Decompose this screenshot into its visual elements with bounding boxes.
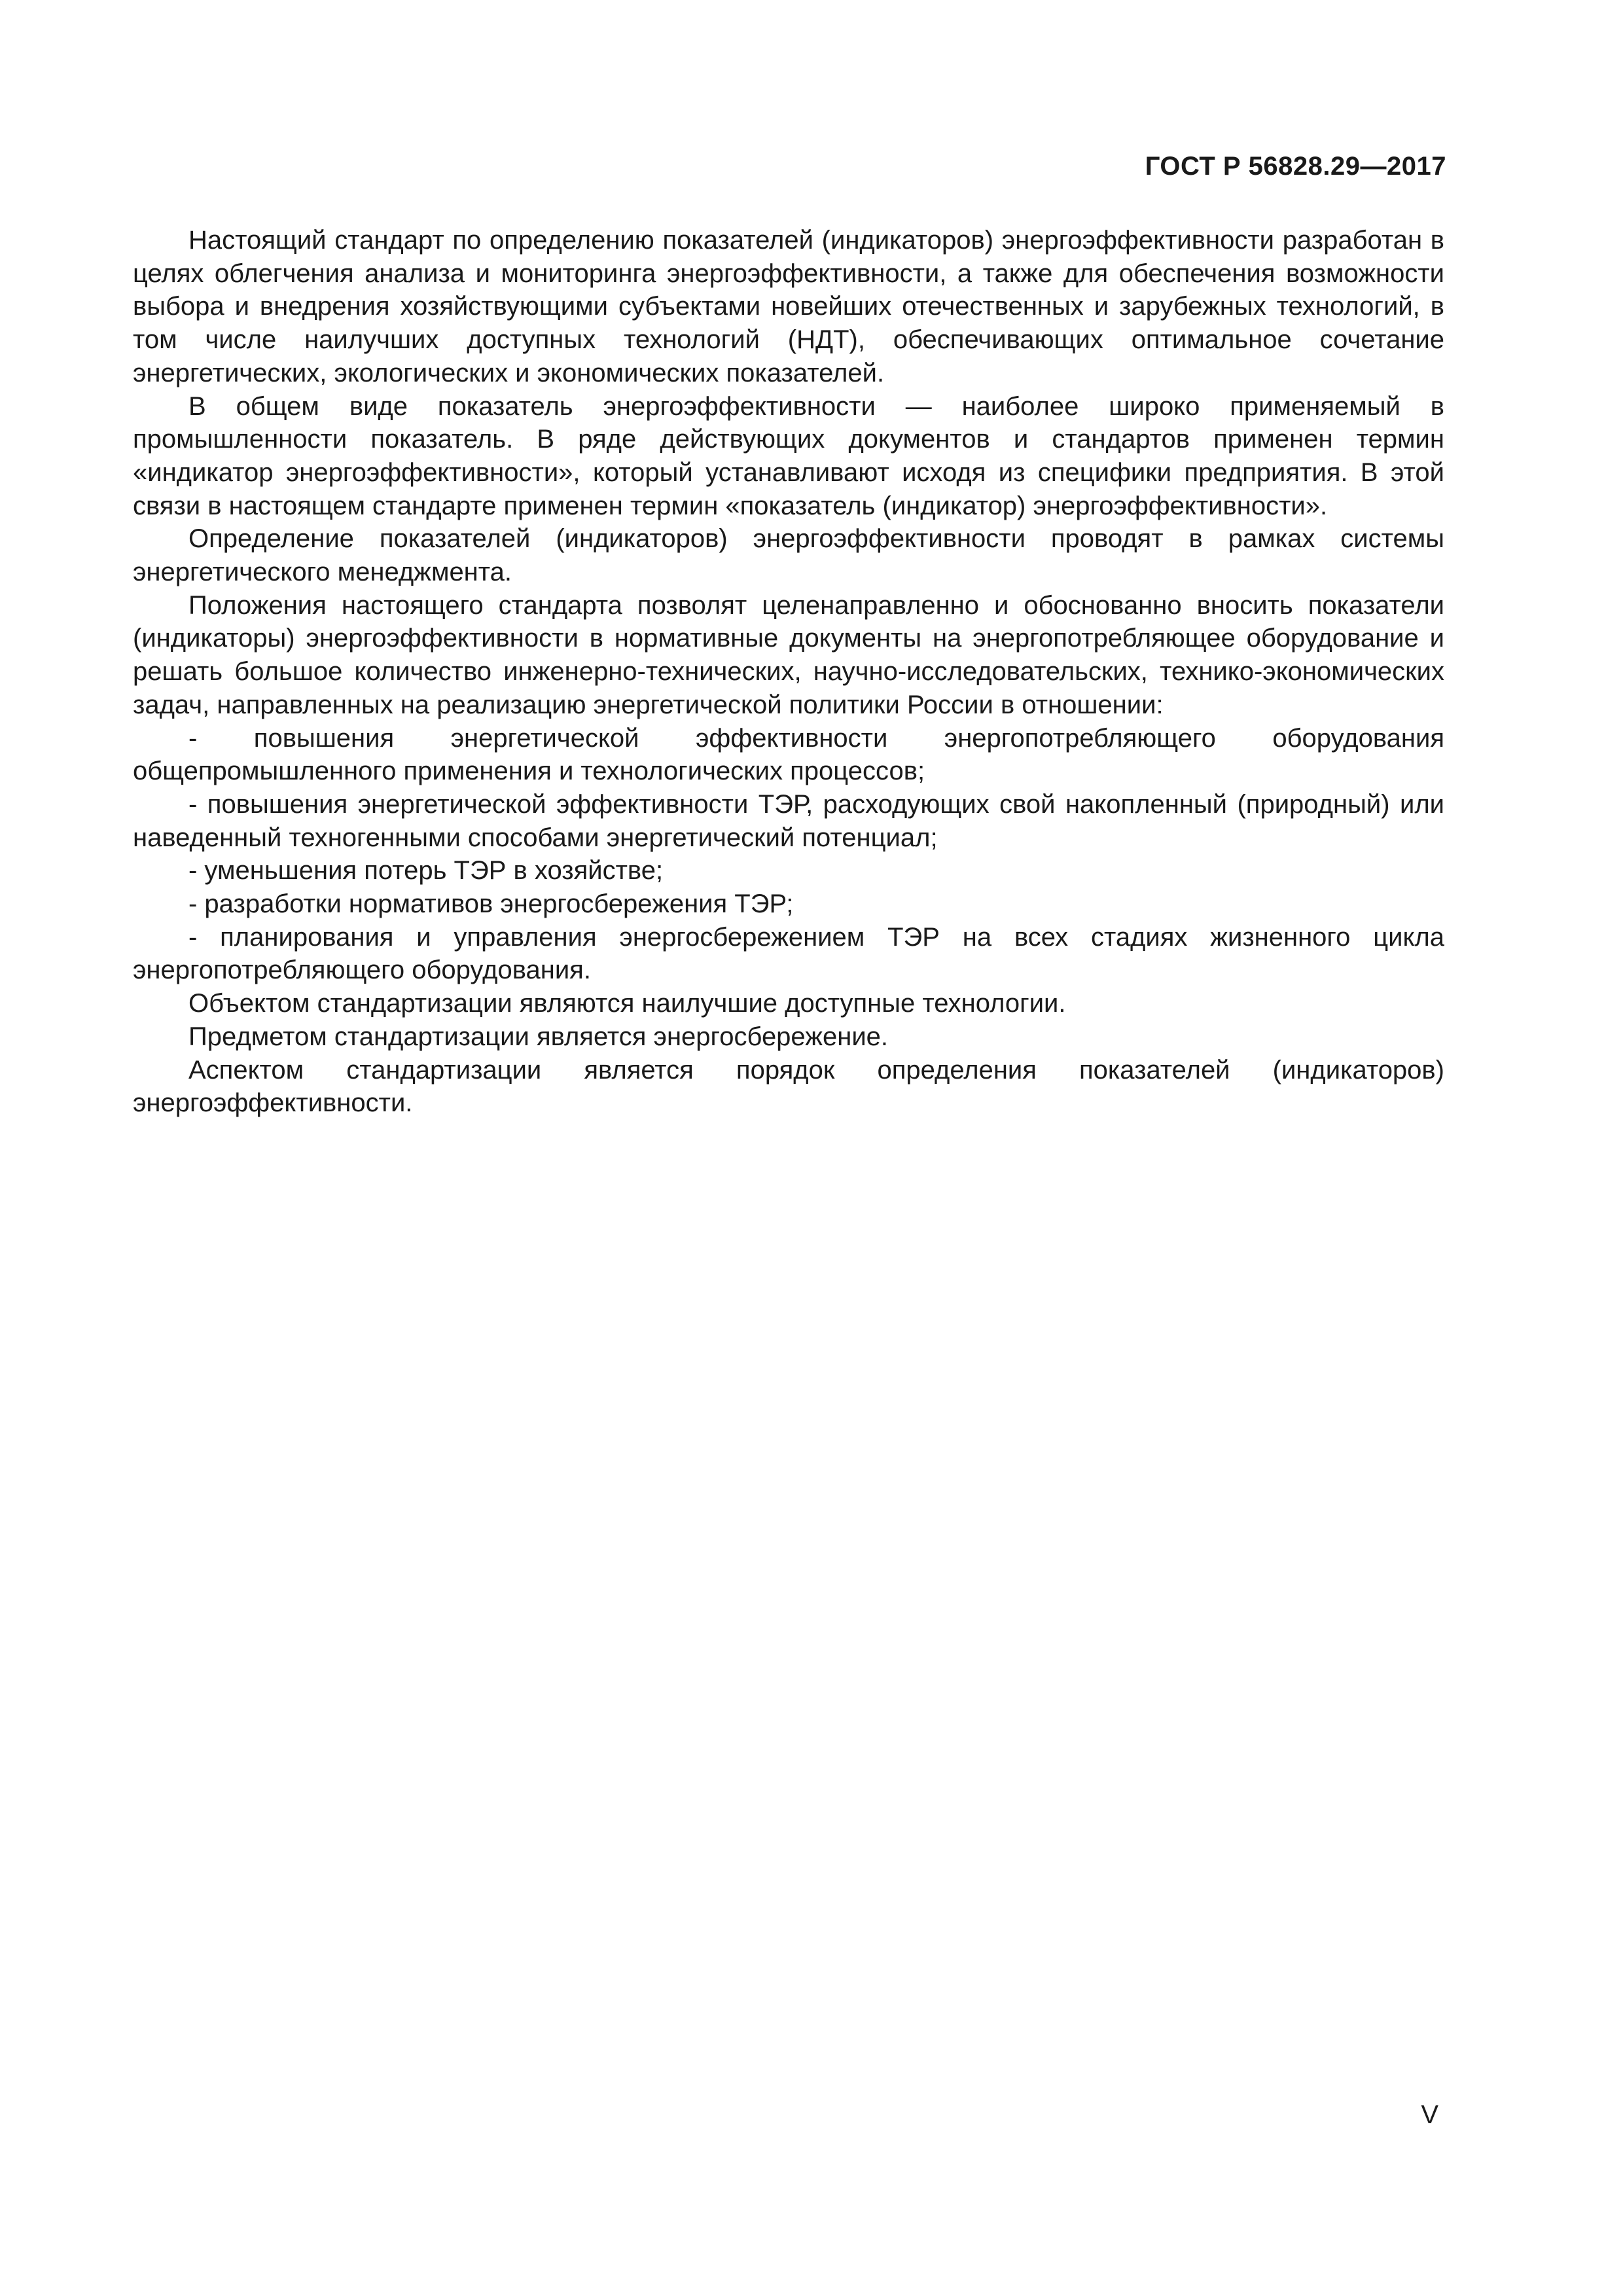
paragraph-object: Объектом стандартизации являются наилучшие доступные технологии. bbox=[188, 989, 1066, 1018]
paragraph-energy-management: Определение показателей (индикаторов) энергоэффективности проводят в рамках системы энергетического менеджмента. bbox=[133, 524, 1444, 587]
paragraph-subject: Предметом стандартизации является энергосбережение. bbox=[188, 1022, 889, 1051]
paragraph-indicator-term: В общем виде показатель энергоэффективности — наиболее широко применяемый в промышленности показатель. В ряде действующих документов и стандартов применен термин «индикатор энергоэффективности», который устанавливают исходя из специфики предприятия. В этой связи в настоящем стандарте применен термин «показатель (индикатор) энергоэффективности». bbox=[133, 391, 1444, 520]
list-item-ter-efficiency: - повышения энергетической эффективности ТЭР, расходующих свой накопленный (природный) или наведенный техногенными способами энергетический потенциал; bbox=[133, 789, 1444, 852]
paragraph-provisions: Положения настоящего стандарта позволят целенаправленно и обоснованно вносить показатели (индикаторы) энергоэффективности в нормативные документы на энергопотребляющее оборудование и решать большое количество инженерно-технических, научно-исследовательских, технико-экономических задач, направленных на реализацию энергетической политики России в отношении: bbox=[133, 590, 1444, 719]
paragraph-aspect: Аспектом стандартизации является порядок определения показателей (индикаторов) энергоэффективности. bbox=[133, 1055, 1444, 1118]
page-number: V bbox=[1421, 2100, 1438, 2129]
standard-code-header: ГОСТ Р 56828.29—2017 bbox=[1145, 152, 1446, 181]
paragraph-purpose: Настоящий стандарт по определению показателей (индикаторов) энергоэффективности разработан в целях облегчения анализа и мониторинга энергоэффективности, а также для обеспечения возможности выбора и внедрения хозяйствующими субъектами новейших отечественных и зарубежных технологий, в том числе наилучших доступных технологий (НДТ), обеспечивающих оптимальное сочетание энергетических, экологических и экономических показателей. bbox=[133, 226, 1444, 387]
list-item-norms: - разработки нормативов энергосбережения ТЭР; bbox=[188, 889, 794, 919]
body-text bbox=[133, 224, 1444, 1120]
list-item-lifecycle-management: - планирования и управления энергосбережением ТЭР на всех стадиях жизненного цикла энергопотребляющего оборудования. bbox=[133, 922, 1444, 985]
list-item-loss-reduction: - уменьшения потерь ТЭР в хозяйстве; bbox=[188, 856, 664, 886]
list-item-equipment-efficiency: - повышения энергетической эффективности энергопотребляющего оборудования общепромышленного применения и технологических процессов; bbox=[133, 723, 1444, 786]
